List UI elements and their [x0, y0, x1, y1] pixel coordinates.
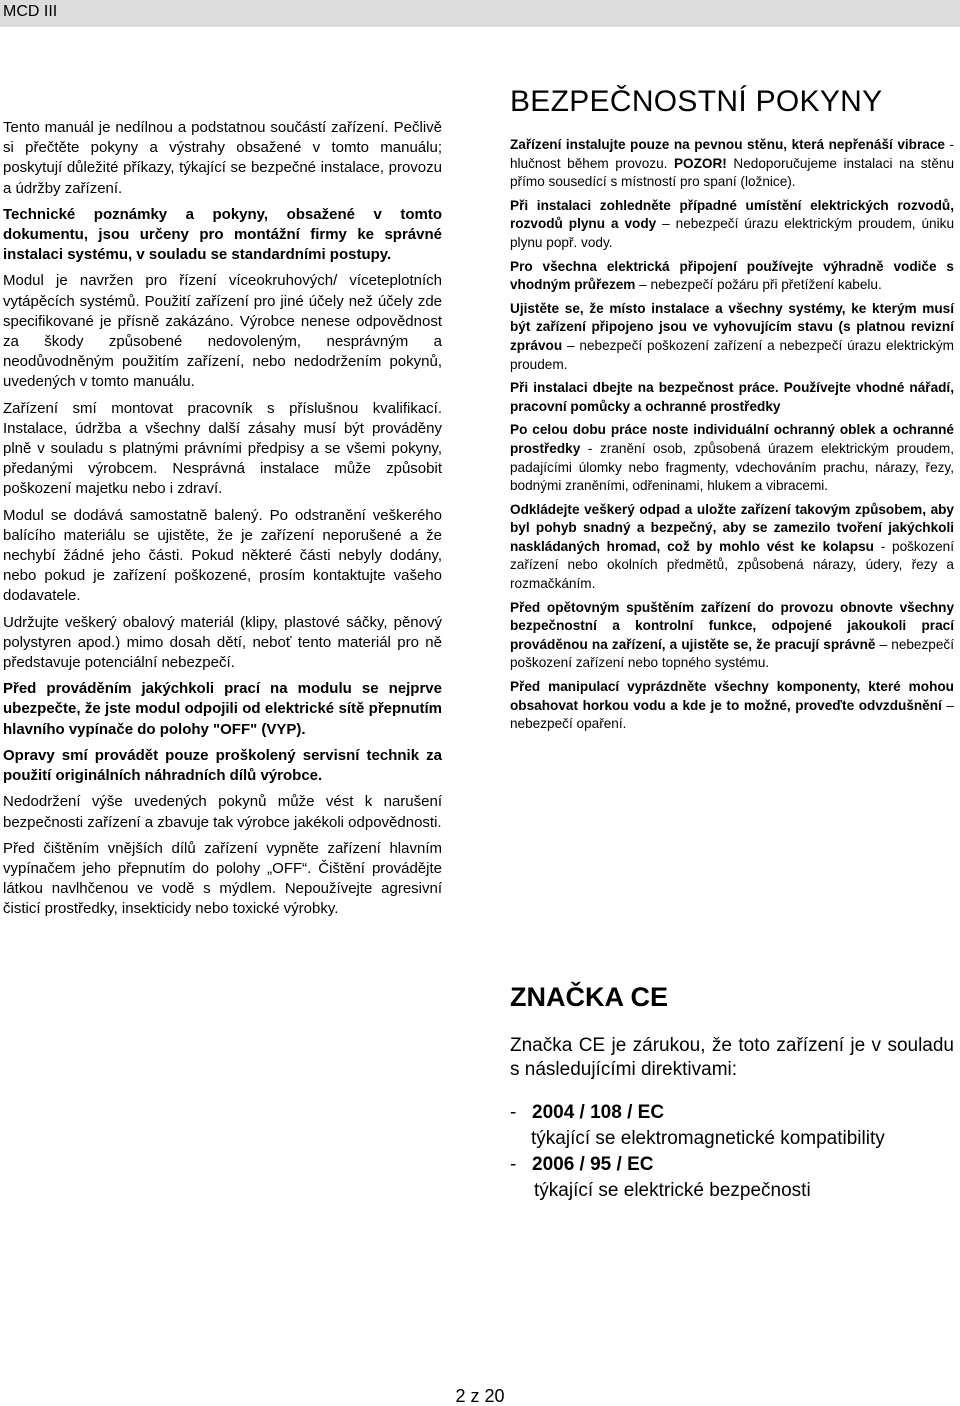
page-number: 2 z 20: [455, 1386, 505, 1406]
ce-section: [510, 980, 954, 1204]
directive-item: [510, 1152, 954, 1178]
list-dash: -: [510, 1154, 517, 1175]
cleaning-paragraph: Před čištěním vnějších dílů zařízení vypněte zařízení hlavním vypínačem jeho přepnutím do polohy „OFF“. Čištění provádějte látkou navlhčenou ve vodě s mýdlem. Nepoužívejte agresivní čisticí prostředky, insekticidy nebo toxické výrobky.: [3, 839, 442, 918]
packaging-material-paragraph: Udržujte veškerý obalový materiál (klipy, plastové sáčky, pěnový polystyren apod.) mimo dosah dětí, neboť tento materiál pro ně představuje potenciální nebezpečí.: [3, 613, 442, 672]
safety-item-utilities: Při instalaci zohledněte případné umístění elektrických rozvodů, rozvodů plynu a vody – nebezpečí úrazu elektrickým proudem, úniku plynu popř. vody.: [510, 197, 954, 250]
list-dash: -: [510, 1102, 517, 1123]
directive-list: [510, 1100, 954, 1204]
directive-code: 2006 / 95 / EC: [532, 1154, 654, 1175]
intended-use-paragraph: Modul je navržen pro řízení víceokruhových/ víceteplotních vytápěcích systémů. Použití zařízení pro jiné účely než účely zde specifikované je přísně zakázáno. Výrobce nenese odpovědnost za škody způsobené nedovoleným, nesprávným a neodůvodněným použitím zařízení, nebo nedodržením pokynů, uvedených v tomto manuálu.: [3, 272, 442, 391]
right-column: [510, 84, 954, 739]
intro-paragraph: Tento manuál je nedílnou a podstatnou součástí zařízení. Pečlivě si přečtěte pokyny a výstrahy obsažené v tomto manuálu; poskytují důležité příkazy, týkající se bezpečné instalace, provozu a údržby zařízení.: [3, 119, 442, 197]
disconnect-warning-paragraph: Před prováděním jakýchkoli prací na modulu se nejprve ubezpečte, že jste modul odpojili od elektrické sítě přepnutím hlavního vypínače do polohy "OFF" (VYP).: [3, 680, 442, 738]
liability-paragraph: Nedodržení výše uvedených pokynů může vést k narušení bezpečnosti zařízení a zbavuje tak výrobce jakékoli odpovědnosti.: [3, 793, 442, 831]
ce-text: Značka CE je zárukou, že toto zařízení je v souladu s následujícími direktivami:: [510, 1035, 954, 1080]
safety-item-site: Ujistěte se, že místo instalace a všechny systémy, ke kterým musí být zařízení připojeno jsou ve vyhovujícím stavu (s platnou revizní zprávou – nebezpečí poškození zařízení a nebezpečí úrazu elektrickým proudem.: [510, 300, 954, 372]
document-title: MCD III: [3, 3, 58, 20]
directive-item: [510, 1100, 954, 1126]
safety-item-protective-gear: Po celou dobu práce noste individuální ochranný oblek a ochranné prostředky - zranění osob, způsobená úrazem elektrickým proudem, padajícími úlomky nebo fragmenty, vdechováním prachu, nárazy, řezy, bodnými zraněními, odřeninami, hlukem a vibracemi.: [510, 422, 954, 494]
packaging-paragraph: Modul se dodává samostatně balený. Po odstranění veškerého balícího materiálu se ujistěte, že je zařízení neporušené a že nechybí žádné jeho části. Pokud některé části nebyly dodány, nebo pokud je zařízení poškozené, prosím kontaktujte vašeho dodavatele.: [3, 506, 442, 605]
directive-description: týkající se elektromagnetické kompatibility: [531, 1128, 885, 1149]
installation-qualification-paragraph: Zařízení smí montovat pracovník s příslušnou kvalifikací. Instalace, údržba a všechny další zásahy musí být prováděny plně v souladu s platnými právními předpisy a se všemi pokyny, předanými výrobcem. Nesprávná instalace může způsobit poškození majetku nebo i zdraví.: [3, 399, 442, 498]
header-bar: [0, 0, 960, 27]
repairs-paragraph: Opravy smí provádět pouze proškolený servisní technik za použití originálních náhradních dílů výrobce.: [3, 746, 442, 785]
safety-item-restart: Před opětovným spuštěním zařízení do provozu obnovte všechny bezpečnostní a kontrolní funkce, odpojené jakoukoli prací prováděnou na zařízení, a ujistěte se, že pracují správně – nebezpečí poškození zařízení nebo topného systému.: [510, 599, 954, 671]
safety-item-drain: Před manipulací vyprázdněte všechny komponenty, které mohou obsahovat horkou vodu a kde je to možné, proveďte odvzdušnění – nebezpečí opaření.: [510, 679, 954, 732]
directive-code: 2004 / 108 / EC: [532, 1102, 665, 1123]
safety-heading: BEZPEČNOSTNÍ POKYNY: [510, 85, 883, 118]
directive-description: týkající se elektrické bezpečnosti: [534, 1180, 811, 1201]
technical-notes-paragraph: Technické poznámky a pokyny, obsažené v tomto dokumentu, jsou určeny pro montážní firmy ke správné instalaci systému, v souladu se standardními postupy.: [3, 205, 442, 264]
safety-item-waste: Odkládejte veškerý odpad a uložte zařízení takovým způsobem, aby byl pohyb snadný a bezpečný, aby se zamezilo tvoření jakýchkoli naskládaných hromad, což by mohlo vést ke kolapsu - poškození zařízení nebo okolních předmětů, způsobená nárazy, údery, řezy a rozmačkáním.: [510, 501, 954, 592]
safety-item-wall: Zařízení instalujte pouze na pevnou stěnu, která nepřenáší vibrace - hlučnost během provozu. POZOR! Nedoporučujeme instalaci na stěnu přímo sousedící s místností pro spaní (ložnice).: [510, 137, 955, 190]
safety-item-work-safety: Při instalaci dbejte na bezpečnost práce. Používejte vhodné nářadí, pracovní pomůcky a ochranné prostředky: [510, 380, 954, 414]
left-column: [3, 118, 442, 926]
ce-heading: ZNAČKA CE: [510, 982, 668, 1012]
safety-item-wiring: Pro všechna elektrická připojení používejte výhradně vodiče s vhodným průřezem – nebezpečí požáru při přetížení kabelu.: [510, 258, 954, 293]
